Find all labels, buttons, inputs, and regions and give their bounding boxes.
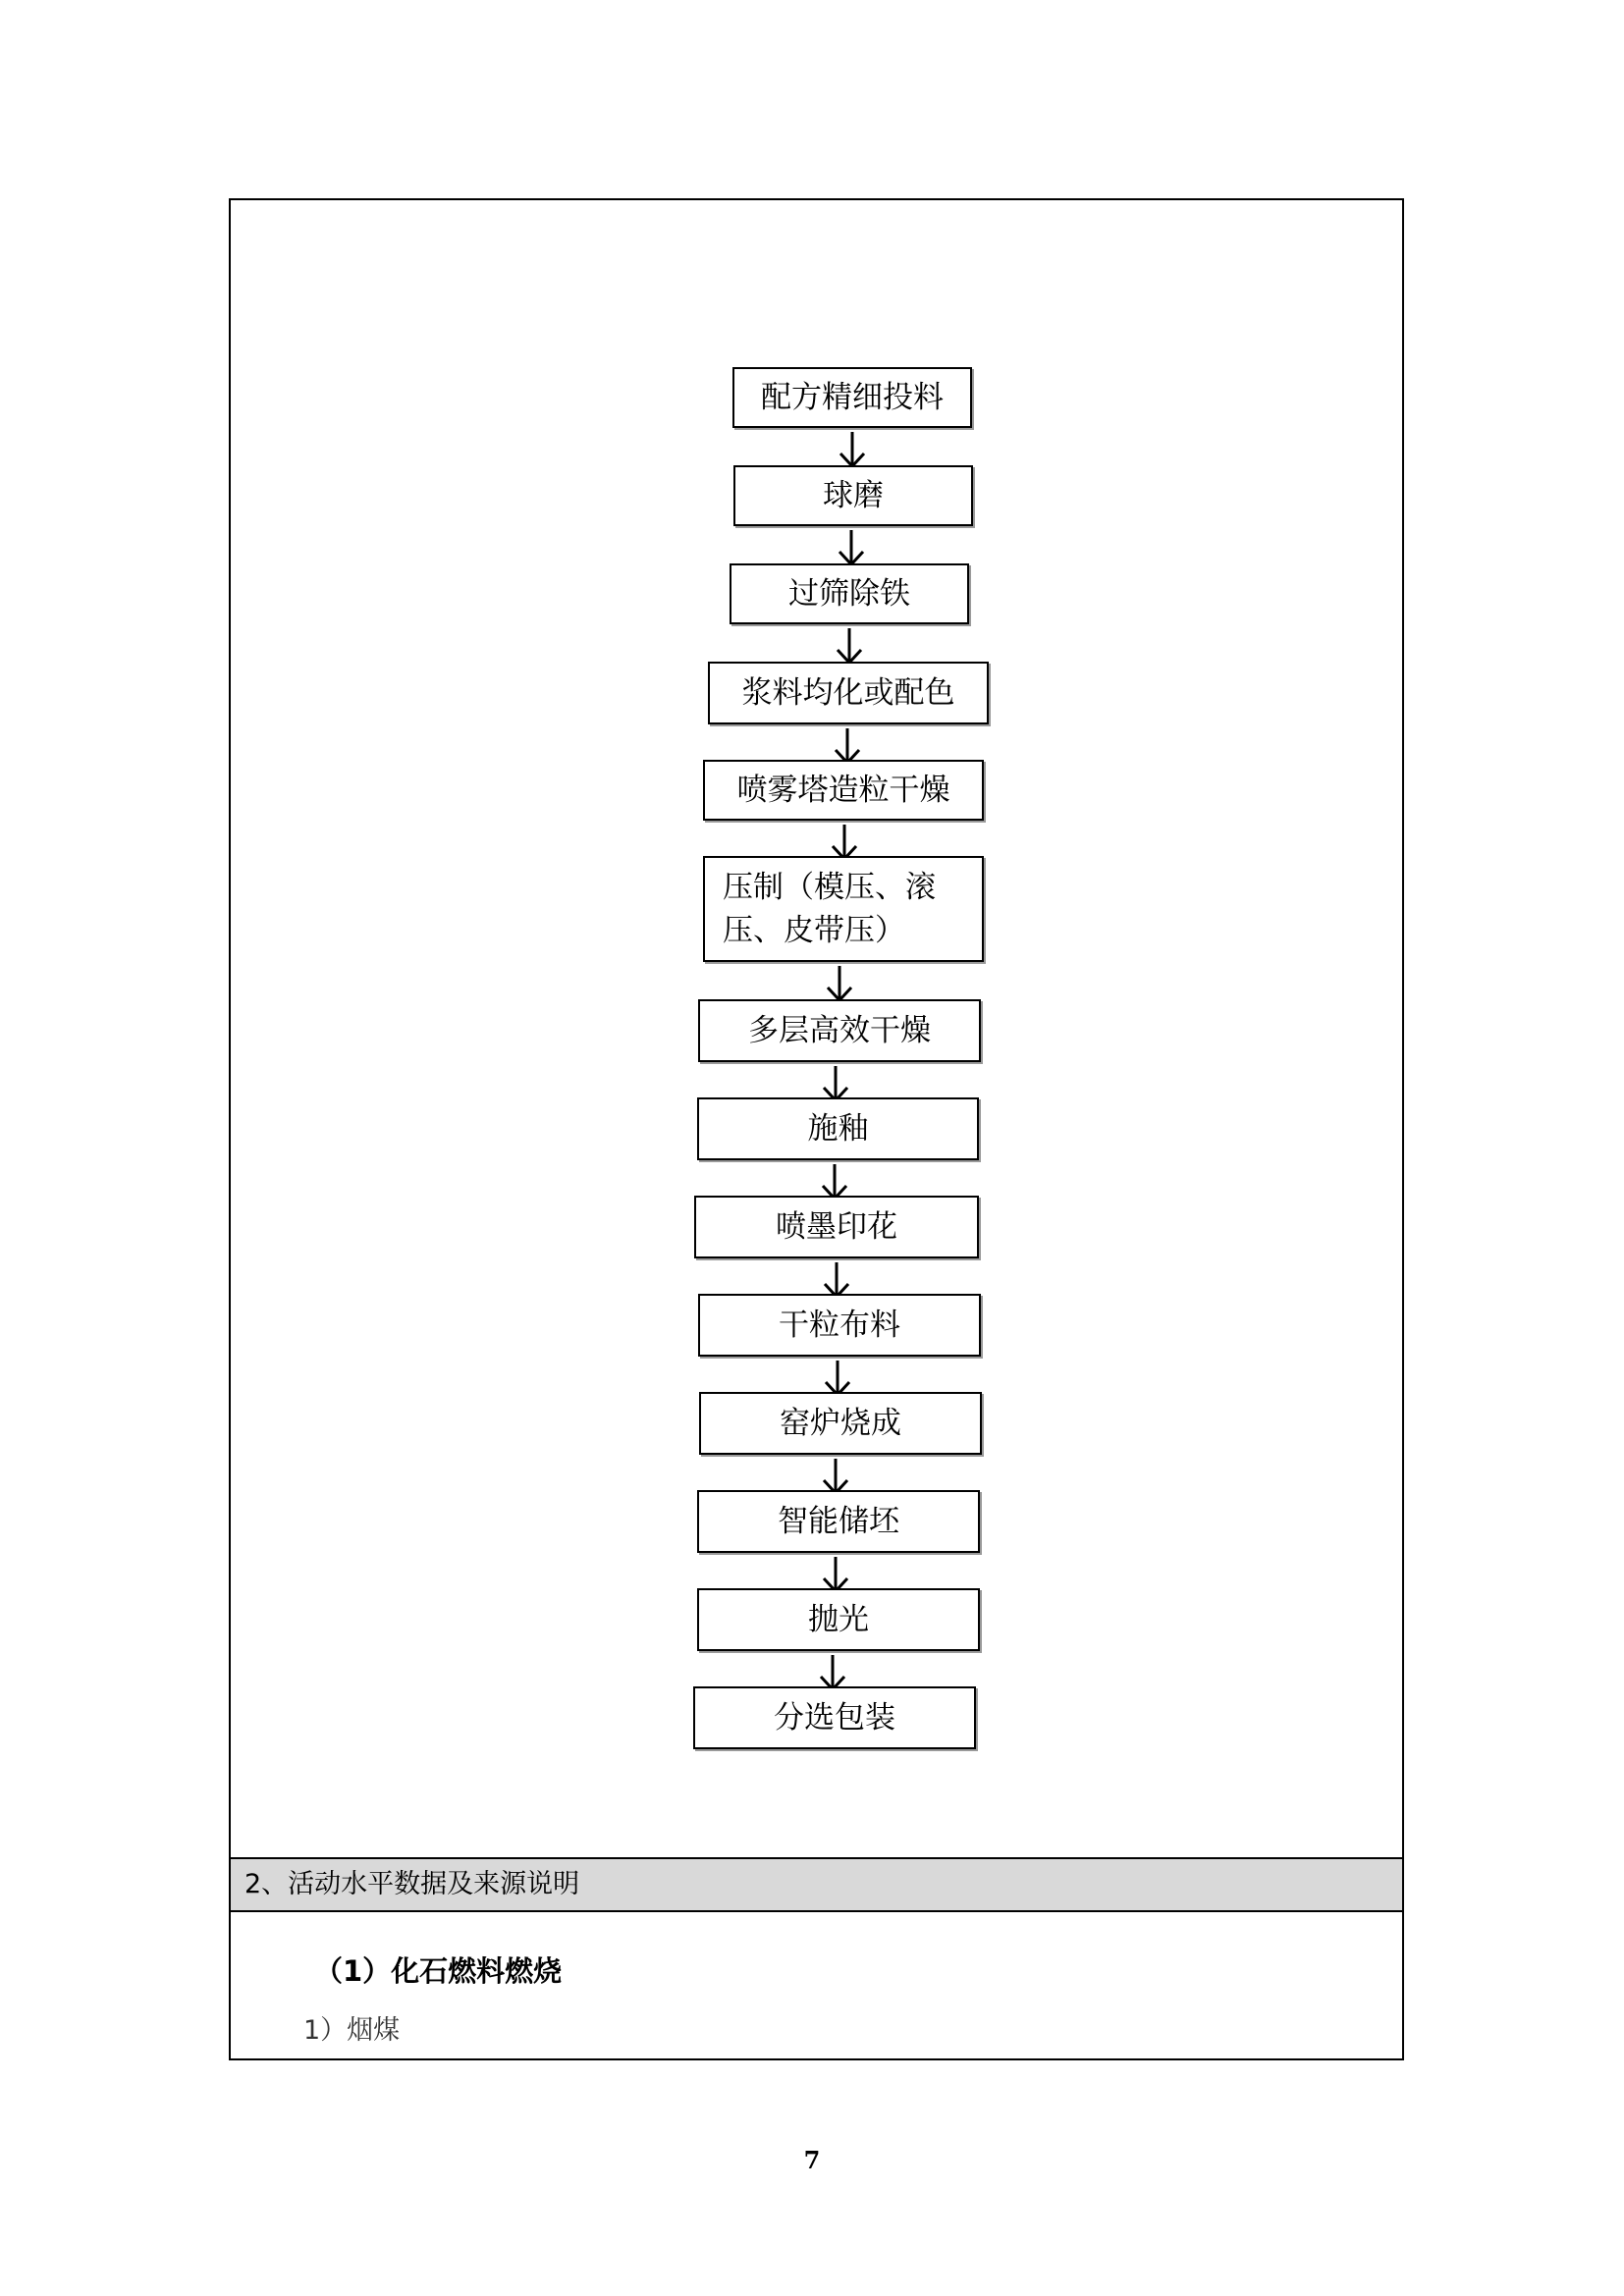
arrow-down-icon <box>833 430 872 469</box>
step-glazing <box>697 1097 979 1160</box>
step-ball-milling <box>733 465 973 526</box>
step-slurry-homogenization <box>708 662 989 724</box>
step-dry-granule-distribution <box>698 1294 981 1357</box>
arrow-down-icon <box>832 528 871 567</box>
step-inkjet-printing <box>694 1196 979 1258</box>
step-label: 窑炉烧成 <box>780 1406 901 1441</box>
step-kiln-firing <box>699 1392 982 1455</box>
step-label: 智能储坯 <box>778 1504 899 1539</box>
section-subheading: （1）化石燃料燃烧 <box>314 1954 563 1988</box>
step-label: 干粒布料 <box>779 1308 900 1343</box>
step-label-line-1: 压制（模压、滚 <box>723 870 936 905</box>
section-header: 2、活动水平数据及来源说明 <box>231 1857 1402 1912</box>
step-label: 浆料均化或配色 <box>741 675 955 711</box>
section-list-item: 1）烟煤 <box>303 2015 401 2046</box>
step-multilayer-drying <box>698 999 981 1062</box>
step-label: 抛光 <box>808 1602 869 1637</box>
step-polishing <box>697 1588 980 1651</box>
step-smart-storage <box>697 1490 980 1553</box>
step-pressing <box>703 856 984 962</box>
step-label: 施釉 <box>807 1111 869 1147</box>
step-label: 分选包装 <box>774 1700 895 1735</box>
arrow-down-icon <box>830 626 869 666</box>
step-label <box>723 866 936 952</box>
step-label: 球磨 <box>823 478 884 513</box>
step-spray-granulation-drying <box>703 760 984 821</box>
step-sorting-packaging <box>693 1686 976 1749</box>
arrow-down-icon <box>820 964 859 1003</box>
step-label: 配方精细投料 <box>761 380 944 415</box>
step-label: 过筛除铁 <box>788 576 910 612</box>
step-recipe-feeding <box>732 367 972 428</box>
content-frame <box>229 198 1404 2060</box>
step-label-line-2: 压、皮带压） <box>723 913 905 948</box>
step-sieving-iron-removal <box>730 563 969 624</box>
page-number: 7 <box>803 2146 821 2174</box>
step-label: 喷雾塔造粒干燥 <box>736 773 950 808</box>
step-label: 多层高效干燥 <box>748 1013 931 1048</box>
step-label: 喷墨印花 <box>776 1209 897 1245</box>
process-flowchart <box>231 200 1406 1857</box>
